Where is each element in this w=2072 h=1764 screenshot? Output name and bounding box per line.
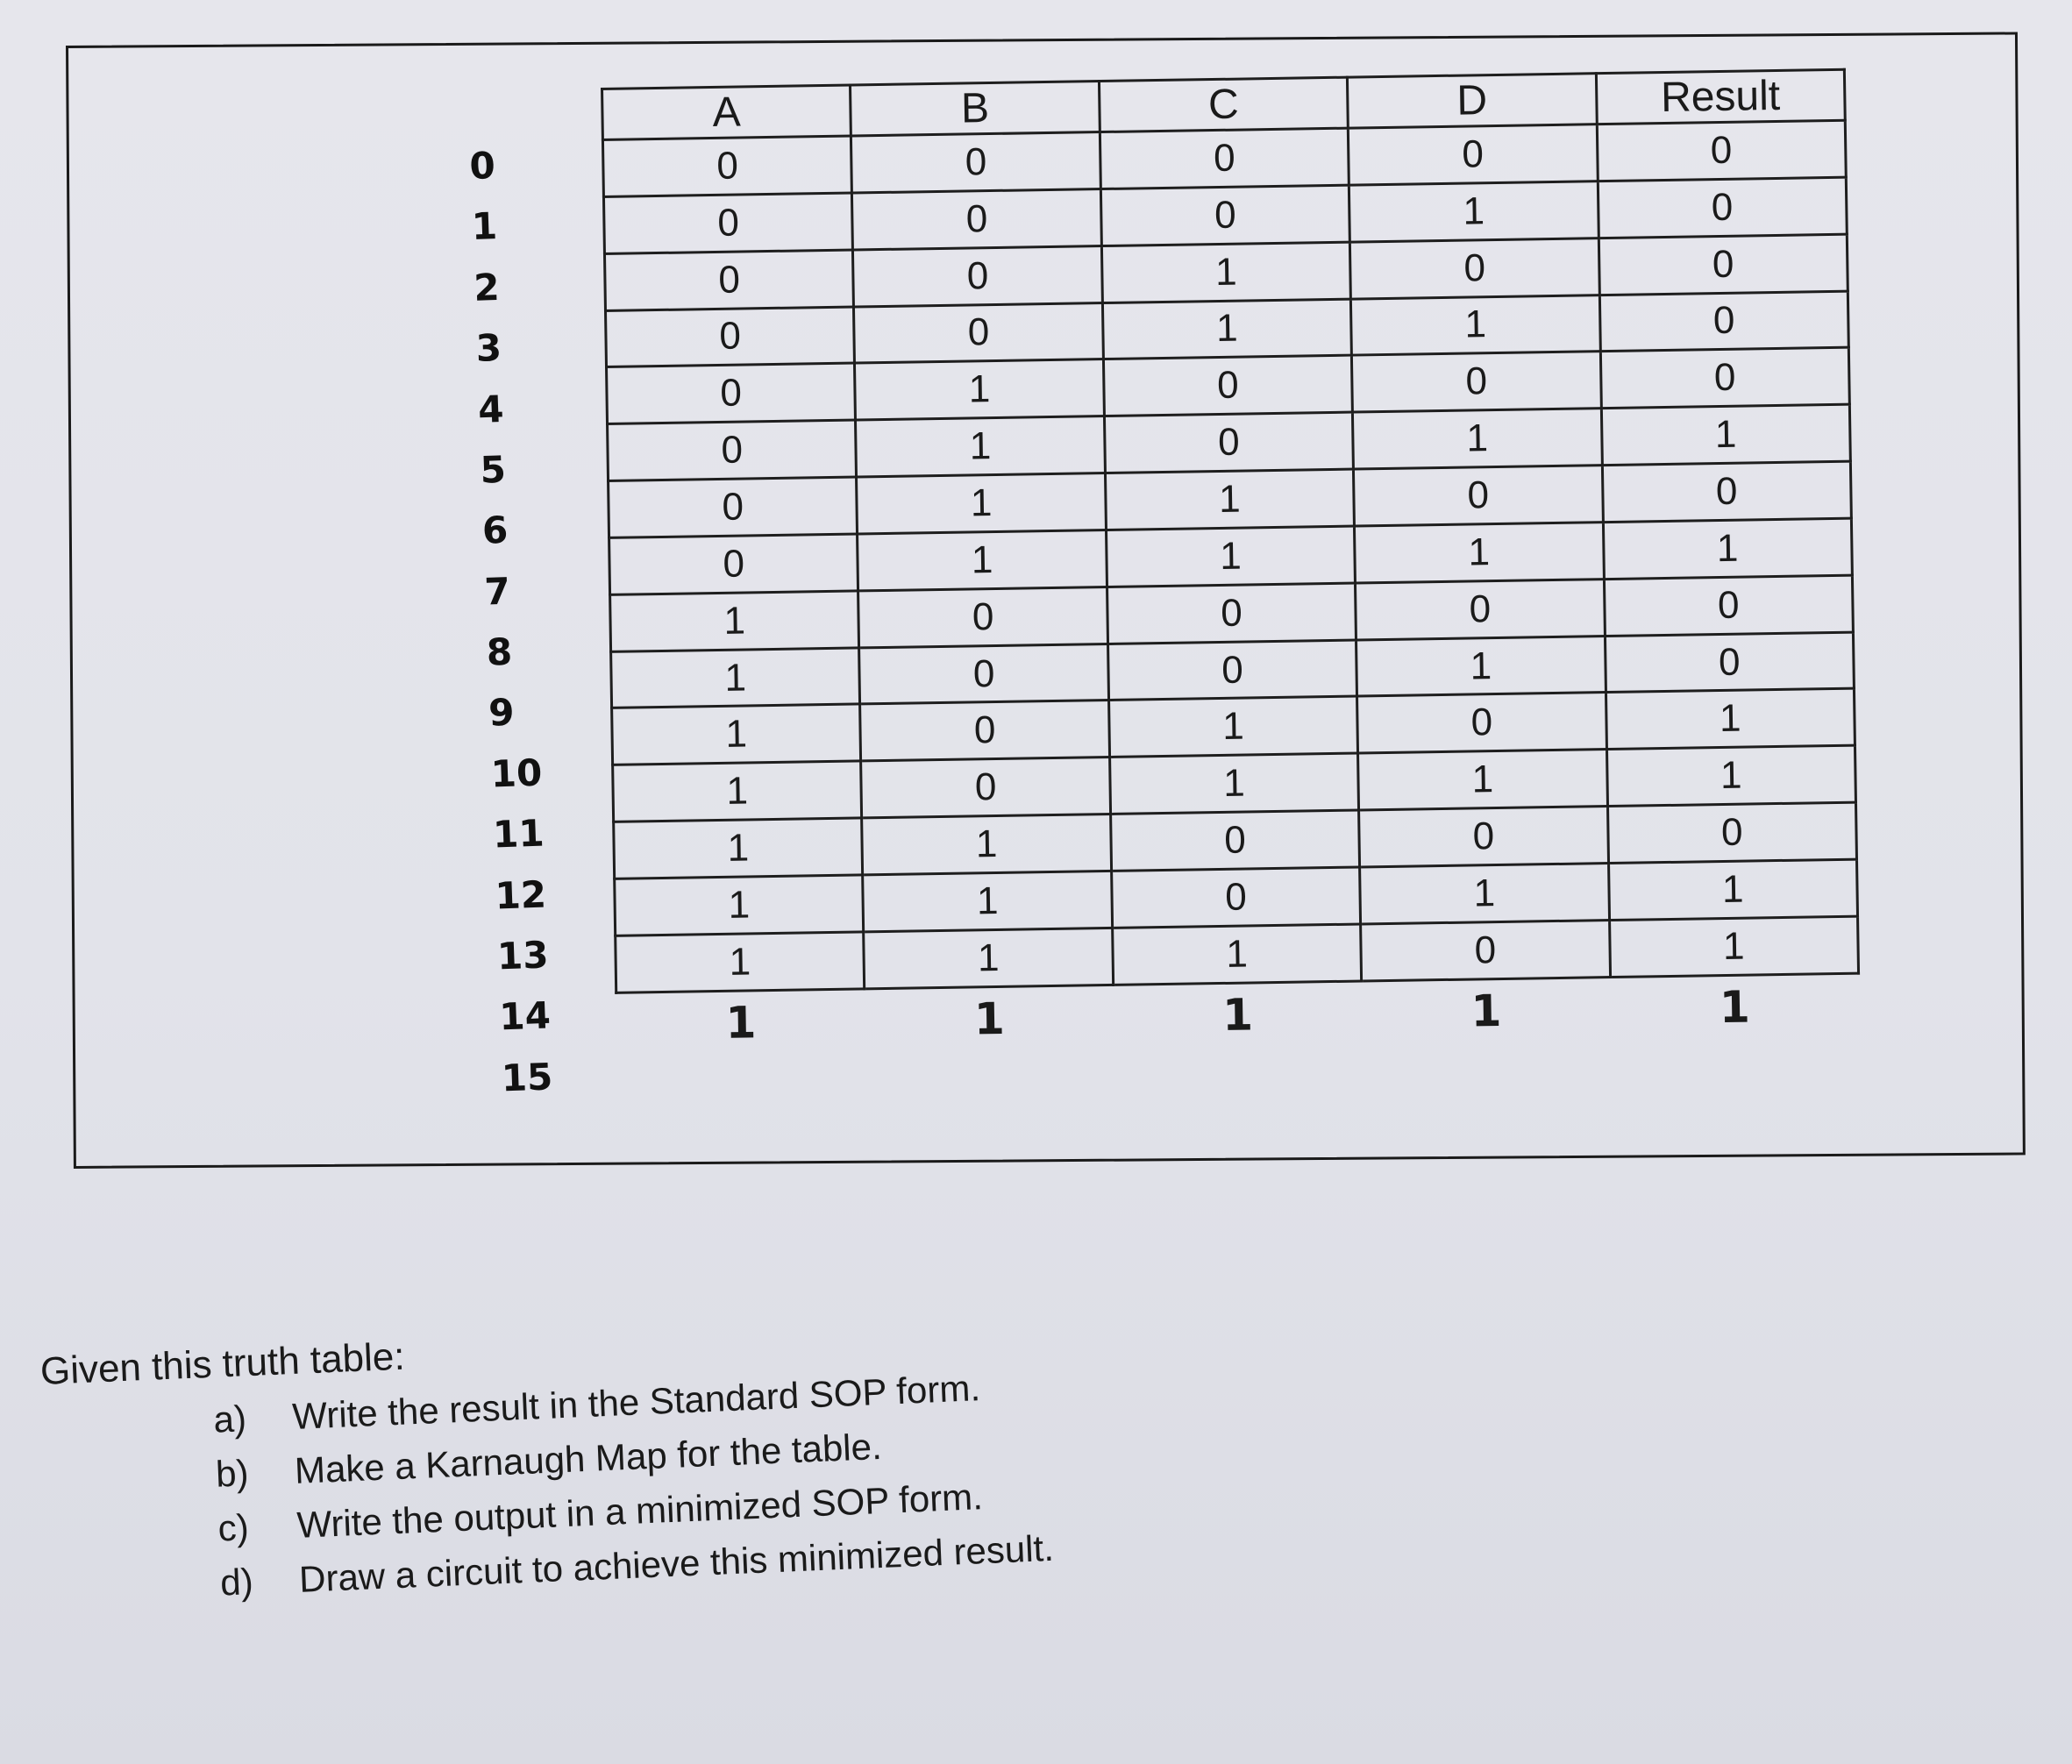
table-cell: 0: [604, 250, 853, 310]
table-cell: 1: [614, 818, 863, 878]
table-cell: 0: [1350, 238, 1599, 298]
table-cell: 0: [1607, 802, 1856, 863]
handwritten-cell: 1: [973, 993, 1006, 1045]
table-cell: 1: [610, 591, 859, 651]
row-index: 6: [481, 508, 509, 552]
table-cell: 1: [615, 875, 864, 935]
handwritten-cell: 1: [1470, 985, 1502, 1037]
row-index: 14: [498, 993, 552, 1039]
table-cell: 1: [857, 473, 1106, 534]
row-index: 3: [474, 325, 502, 370]
table-cell: 1: [1356, 636, 1606, 696]
instruction-text: Draw a circuit to achieve this minimized result.: [298, 1526, 1055, 1600]
table-cell: 0: [1103, 355, 1352, 416]
row-index: 0: [468, 143, 496, 188]
table-cell: 0: [859, 644, 1108, 704]
table-cell: 0: [608, 420, 857, 480]
instructions-heading: Given this truth table:: [39, 1334, 406, 1393]
instruction-text: Write the result in the Standard SOP form.: [291, 1367, 981, 1437]
table-cell: 1: [1109, 753, 1358, 814]
row-index: 8: [486, 629, 513, 674]
truth-table: [601, 68, 1861, 1056]
table-cell: 0: [1110, 810, 1359, 871]
table-cell: 0: [1107, 640, 1356, 701]
table-cell: 0: [851, 132, 1100, 193]
table-cell: 0: [860, 701, 1109, 761]
row-index: 5: [479, 447, 507, 492]
table-cell: 1: [1606, 689, 1855, 750]
header-result: Result: [1596, 69, 1845, 124]
table-cell: 0: [605, 307, 854, 367]
table-cell: 1: [862, 814, 1111, 875]
table-cell: 1: [1603, 518, 1852, 579]
row-index: 12: [494, 872, 547, 918]
instruction-letter: c): [217, 1506, 250, 1549]
table-cell: 0: [861, 758, 1110, 818]
table-cell: 0: [1352, 352, 1601, 412]
row-index: 13: [496, 933, 550, 978]
row-index: 1: [471, 203, 498, 248]
table-cell: 1: [1349, 181, 1599, 241]
table-cell: 1: [1112, 924, 1361, 985]
table-cell: 0: [853, 245, 1102, 306]
table-cell: 1: [1351, 295, 1600, 355]
table-cell: 0: [858, 587, 1107, 647]
header-c: C: [1099, 77, 1348, 132]
table-cell: 0: [1602, 461, 1851, 522]
table-cell: 1: [1101, 242, 1350, 302]
table-cell: 1: [858, 530, 1107, 590]
header-a: A: [602, 85, 851, 139]
table-cell: 0: [1599, 291, 1848, 352]
table-cell: 1: [616, 932, 865, 992]
table-cell: 0: [1349, 124, 1598, 185]
table-cell: 0: [1604, 575, 1853, 636]
table-cell: 1: [1358, 750, 1607, 810]
table-cell: 1: [856, 416, 1105, 477]
table-cell: 0: [1599, 234, 1848, 295]
instructions: [39, 1300, 1234, 1623]
instruction-text: Make a Karnaugh Map for the table.: [294, 1425, 883, 1491]
instructions-list: [42, 1356, 1234, 1611]
row-index: 9: [488, 690, 516, 735]
table-cell: 1: [863, 871, 1112, 931]
table-cell: 0: [1100, 128, 1349, 188]
table-cell: 1: [1353, 409, 1602, 469]
table-cell: 0: [609, 534, 858, 594]
instruction-letter: d): [219, 1561, 254, 1604]
table-cell: 0: [602, 136, 851, 196]
table-cell: 1: [1102, 299, 1351, 359]
instruction-text: Write the output in a minimized SOP form.: [295, 1476, 984, 1546]
row-index: 2: [473, 265, 501, 309]
table-cell: 1: [1608, 859, 1857, 920]
table-cell: 0: [1356, 579, 1605, 639]
table-cell: 0: [1597, 120, 1846, 181]
table-cell: 0: [1104, 412, 1353, 473]
row-index: 11: [492, 811, 545, 857]
table-cell: 1: [864, 928, 1113, 988]
row-index: 10: [489, 750, 543, 796]
table-cell: 1: [1105, 469, 1354, 530]
table-cell: 1: [613, 761, 862, 822]
table-cell: 1: [1355, 523, 1604, 583]
handwritten-cell: 1: [725, 997, 757, 1049]
table-cell: 0: [1107, 583, 1356, 644]
table-cell: 1: [1106, 526, 1355, 587]
table-cell: 0: [1359, 807, 1608, 867]
header-d: D: [1348, 74, 1597, 128]
table-cell: 0: [1598, 177, 1847, 238]
row-index: 15: [500, 1055, 554, 1100]
table-cell: 0: [1361, 920, 1610, 980]
row-index: 4: [477, 387, 505, 431]
table-cell: 0: [603, 193, 852, 253]
table-cell: 1: [1601, 404, 1850, 465]
table-cell: 0: [607, 363, 856, 423]
table-cell: 1: [611, 648, 860, 708]
table-cell: 1: [1108, 696, 1357, 757]
table-cell: 1: [612, 704, 861, 765]
handwritten-cell: 1: [1221, 989, 1254, 1042]
table-cell: 0: [1354, 466, 1603, 526]
table-cell: 1: [1609, 916, 1858, 977]
row-index: 7: [483, 569, 511, 614]
handwritten-cell: 1: [1719, 981, 1751, 1034]
table-cell: 0: [1357, 693, 1606, 753]
table-cell: 0: [1605, 632, 1854, 693]
table-cell: 0: [609, 477, 858, 537]
table-cell: 0: [1600, 348, 1849, 409]
table-cell: 0: [854, 302, 1103, 363]
header-b: B: [851, 82, 1100, 136]
instruction-letter: a): [212, 1398, 247, 1440]
table-cell: 0: [1111, 867, 1360, 928]
instruction-letter: b): [215, 1452, 250, 1495]
table-cell: 1: [855, 359, 1104, 420]
table-cell: 1: [1360, 864, 1609, 924]
table-cell: 0: [852, 188, 1101, 249]
table-cell: 1: [1606, 745, 1855, 806]
table-cell: 0: [1100, 185, 1349, 245]
